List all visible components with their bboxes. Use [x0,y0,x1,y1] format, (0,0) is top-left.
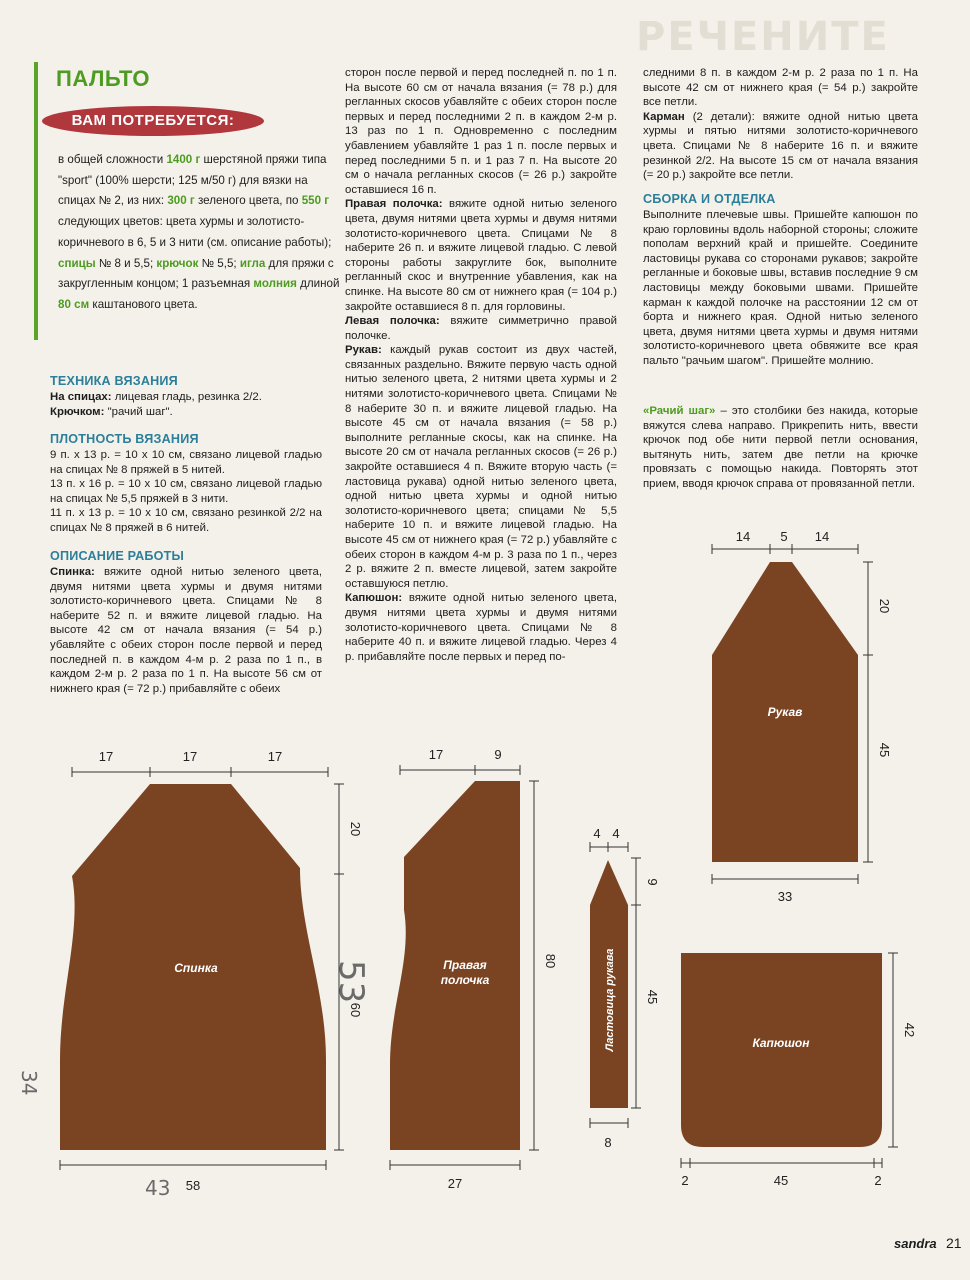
gusset-dim-right-2: 45 [645,989,660,1005]
back-dim-top-3: 17 [267,749,283,764]
handwritten-number-34: 34 [17,1070,41,1096]
gusset-label: Ластовица рукава [604,948,616,1052]
back-dim-bottom: 58 [185,1178,201,1193]
handwritten-number-53: 53 [331,960,371,1004]
hood-dim-bottom-1: 2 [681,1173,689,1188]
assembly-text: Выполните плечевые швы. Пришейте капюшон по краю горловины вдоль наборной стороны; сложите пополам верхний край и пришейте. Соедините ластовицы рукава со сторонами рукавов; закройте регланные и боковые швы, вставив последние 9 см ластовицы между боковыми швами. Пришейте карман к каждой полочке на расстоянии 12 см от борта и нижнего края. Одной нитью зеленого цвета, двумя нитями цвета хурмы и двумя нитями золотисто-коричневого цвета обвяжите все края пальто "рачьим шагом". Пришейте молнию. [643,209,918,367]
needs-badge: ВАМ ПОТРЕБУЕТСЯ: [42,106,264,136]
page-number: 21 [946,1235,962,1251]
density-heading: ПЛОТНОСТЬ ВЯЗАНИЯ [50,432,199,446]
gusset-dim-right-1: 9 [645,878,660,886]
back-instructions: Спинка: вяжите одной нитью зеленого цвета, двумя нитями цвета хурмы и двумя нитями золотисто-коричневого цвета. Спицами № 8 наберите 52 п. и вяжите лицевой гладью. На высоте 42 см от начала вязания (= 54 р.) убавляйте с обеих сторон после первой и перед последней п. в каждом 4-м р. 2 раза по 1 п., в каждом 2-м р. 2 раза по 1 п. На высоте 56 см от нижнего края (= 72 р.) прибавляйте с обеих [50,566,322,695]
front-dim-bottom: 27 [447,1176,463,1191]
gusset-dim-top-1: 4 [593,826,601,841]
handwritten-number-43: 43 [145,1176,171,1200]
crab-stitch-text: «Рачий шаг» – это столбики без накида, которые вяжутся слева направо. Прикрепить нить, ввести крючок под обе нити первой петли основания, вытянуть нить, затем две петли на крючке провязать с помощью накида. Повторять этот прием, вводя крючок справа от провязанной петли. [643,405,918,490]
sleeve-dim-top-1: 14 [735,529,751,544]
back-dim-right-1: 20 [348,821,363,837]
hood-label: Капюшон [752,1036,810,1050]
hood-dim-right: 42 [902,1022,917,1038]
sleeve-dim-right-2: 45 [877,742,892,758]
sleeve-dim-bottom: 33 [777,889,793,904]
sleeve-label: Рукав [767,705,803,719]
back-dim-right-2: 60 [348,1002,363,1018]
hood-shape [681,953,882,1147]
middle-column-text: сторон после первой и перед последней п. по 1 п. На высоте 60 см от начала вязания (= 78 р.) для регланных скосов убавляйте с обеих сторон после первых и перед последними 2 п. в каждом 2-м р. 13 раз по 1 п. Одновременно с последним убавлением убавляйте 1 раз 1 п. после первых и перед последними 5 п. и 1 раз 7 п. На высоте 20 см о начала регланных скосов (= 26 р.) закройте оставшиеся 16 п. Правая полочка: вяжите одной нитью зеленого цвета, двумя нитями цвета хурмы и двумя нитями золотисто-коричневого цвета. Спицами № 8 наберите 26 п. и вяжите лицевой гладью. С левой стороны работы закруглите бок, выполните регланный скос и внутренние убавления, как на спинке. На высоте 80 см от нижнего края (= 104 р.) закройте оставшиеся 8 п. для горловины. Левая полочка: вяжите симметрично правой полочке. Рукав: каждый рукав состоит из двух частей, связанных раздельно. Вяжите первую часть одной нитью зеленого цвета, 2 нитями цвета хурмы и 2 нитями золотисто-коричневого цвета. Спицами № 8 наберите 30 п. и вяжите лицевой гладью. На высоте 45 см от начала вязания (= 58 р.) выполните регланные скосы, как на спинке. На высоте 20 см от начала регланных скосов (= 26 р.) закройте оставшиеся 4 п. Вяжите вторую часть (= ластовица рукава) одной нитью зеленого цвета, одной нитью цвета хурмы и одной нитью золотисто-коричневого цвета; спицами № 5,5 наберите 10 п. и вяжите лицевой гладью. На высоте 45 см от нижнего края (= 72 р.) убавляйте с обеих сторон в каждом 4-м р. 3 раза по 1 п., через 2 р. вяжите 2 п. вместе лицевой, затем закройте оставшуюся петлю. Капюшон: вяжите одной нитью зеленого цвета, двумя нитями цвета хурмы и двумя нитями золотисто-коричневого цвета. Спицами № 8 наберите 40 п. и вяжите лицевой гладью. Через 4 р. прибавляйте после первых и перед по- [345,67,617,663]
back-dim-top-2: 17 [182,749,198,764]
page-title: ПАЛЬТО [56,66,150,91]
sleeve-dim-right-1: 20 [877,598,892,614]
right-column-text: следними 8 п. в каждом 2-м р. 2 раза по 1 п. На высоте 42 см от нижнего края (= 54 р.) закройте все петли. Карман (2 детали): вяжите одной нитью цвета хурмы и пятью нитями золотисто-коричневого цвета. Спицами № 8 наберите 16 п. и вяжите резинкой 2/2. На высоте 15 см от начала вязания (= 20 р.) закройте все петли. [643,67,918,182]
sleeve-dim-top-3: 14 [814,529,830,544]
front-label-line2: полочка [440,973,490,987]
front-dim-top-1: 17 [428,747,444,762]
hood-dim-bottom-3: 2 [874,1173,882,1188]
back-dim-top-1: 17 [98,749,114,764]
front-dim-right: 80 [543,953,558,969]
hood-dim-bottom-2: 45 [773,1173,789,1188]
gusset-dim-top-2: 4 [612,826,620,841]
technique-text: На спицах: лицевая гладь, резинка 2/2. Крючком: "рачий шаг". [50,391,262,418]
faded-section-header: РЕЧЕНИТЕ [636,14,890,60]
back-label: Спинка [174,961,218,975]
front-label-line1: Правая [443,958,487,972]
materials-text: в общей сложности 1400 г шерстяной пряжи типа "sport" (100% шерсти; 125 м/50 г) для вязки на спицах № 2, из них: 300 г зеленого цвета, по 550 г следующих цветов: цвета хурмы и золотисто-коричневого в 6, 5 и 3 нити (см. описание работы); спицы № 8 и 5,5; крючок № 5,5; игла для пряжи с закругленным концом; 1 разъемная молния длиной 80 см каштанового цвета. [58,153,340,311]
sleeve-dim-top-2: 5 [780,529,788,544]
magazine-brand: sandra [894,1236,937,1251]
density-text: 9 п. х 13 р. = 10 х 10 см, связано лицевой гладью на спицах № 8 пряжей в 5 нитей. 13 п. х 16 р. = 10 х 10 см, связано лицевой гладью на спицах № 5,5 пряжей в 3 нити. 11 п. х 13 р. = 10 х 10 см, связано резинкой 2/2 на спицах № 8 пряжей в 6 нитей. [50,449,322,534]
front-dim-top-2: 9 [494,747,502,762]
assembly-heading: СБОРКА И ОТДЕЛКА [643,192,776,206]
technique-heading: ТЕХНИКА ВЯЗАНИЯ [50,374,178,388]
gusset-dim-bottom: 8 [604,1135,612,1150]
description-heading: ОПИСАНИЕ РАБОТЫ [50,549,185,563]
